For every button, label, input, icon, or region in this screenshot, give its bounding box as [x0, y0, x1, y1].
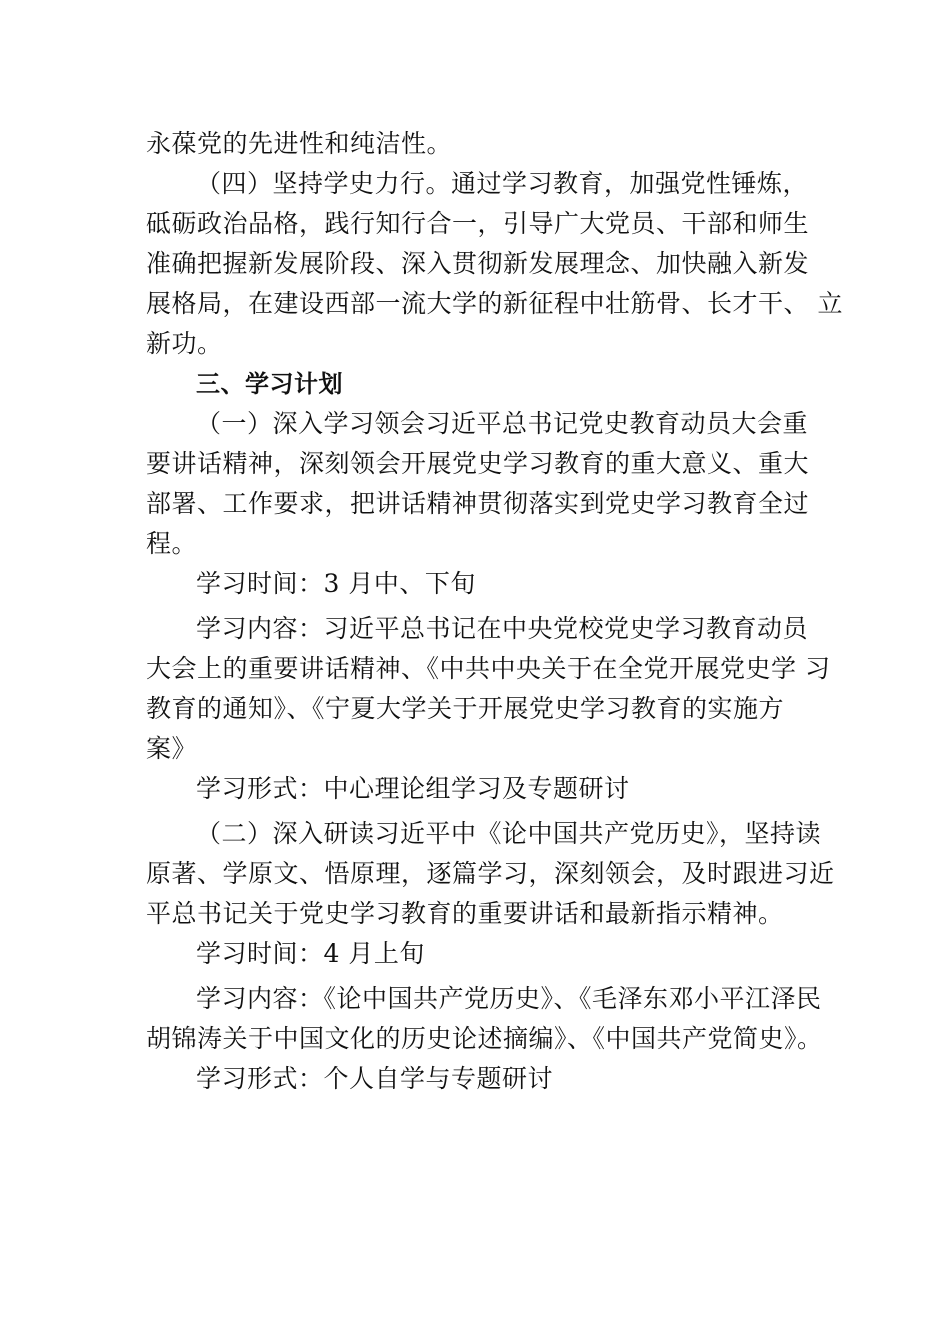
paragraph-line: 部署、工作要求，把讲话精神贯彻落实到党史学习教育全过	[146, 489, 810, 518]
paragraph-line: （二）深入研读习近平中《论中国共产党历史》，坚持读	[196, 819, 822, 848]
paragraph-line: 教育的通知》、《宁夏大学关于开展党史学习教育的实施方	[146, 694, 785, 723]
paragraph-line: （一）深入学习领会习近平总书记党史教育动员大会重	[196, 409, 809, 438]
paragraph-line: 平总书记关于党史学习教育的重要讲话和最新指示精神。	[146, 899, 784, 928]
study-form: 学习形式：个人自学与专题研讨	[196, 1064, 554, 1093]
study-content: 学习内容：《论中国共产党历史》、《毛泽东邓小平江泽民	[196, 984, 822, 1013]
study-content: 学习内容：习近平总书记在中央党校党史学习教育动员	[196, 614, 809, 643]
paragraph-line: 要讲话精神，深刻领会开展党史学习教育的重大意义、重大	[146, 449, 810, 478]
paragraph-line: 程。	[146, 529, 198, 558]
study-form: 学习形式：中心理论组学习及专题研讨	[196, 774, 630, 803]
study-time: 学习时间：3 月中、下旬	[196, 569, 476, 598]
study-time: 学习时间：4 月上旬	[196, 939, 425, 968]
paragraph-line: 胡锦涛关于中国文化的历史论述摘编》、《中国共产党简史》。	[146, 1024, 823, 1053]
paragraph-line: 原著、学原文、悟原理，逐篇学习，深刻领会，及时跟进习近	[146, 859, 835, 888]
paragraph-line: 大会上的重要讲话精神、《中共中央关于在全党开展党史学 习	[146, 654, 831, 683]
paragraph-line: 准确把握新发展阶段、深入贯彻新发展理念、加快融入新发	[146, 249, 810, 278]
paragraph-line: 砥砺政治品格，践行知行合一，引导广大党员、干部和师生	[146, 209, 810, 238]
paragraph-line: （四）坚持学史力行。通过学习教育，加强党性锤炼，	[196, 169, 809, 198]
paragraph-line: 新功。	[146, 329, 223, 358]
paragraph-line: 永葆党的先进性和纯洁性。	[146, 129, 453, 158]
section-heading: 三、学习计划	[196, 370, 343, 398]
paragraph-line: 展格局，在建设西部一流大学的新征程中壮筋骨、长才干、 立	[146, 289, 843, 318]
paragraph-line: 案》	[146, 734, 198, 763]
